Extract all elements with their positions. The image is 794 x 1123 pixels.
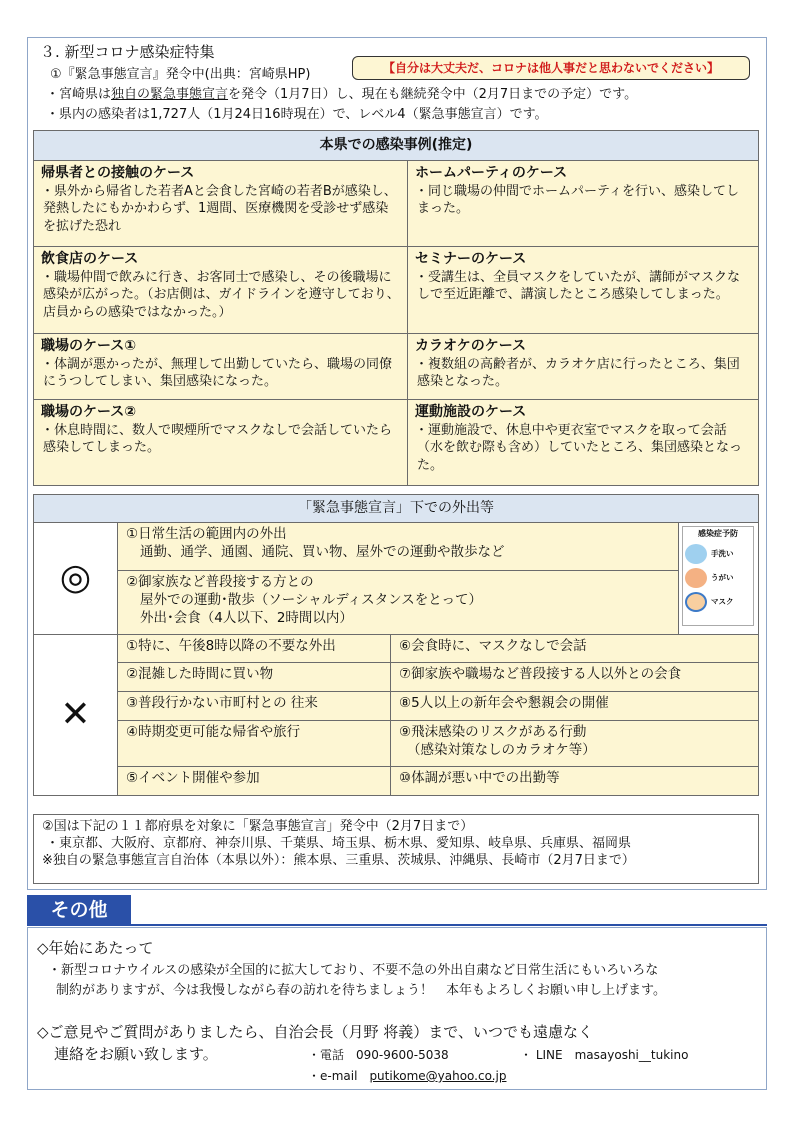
- ng-item: ④時期変更可能な帰省や旅行: [118, 721, 391, 767]
- infection-cases-table: [33, 130, 759, 486]
- case-title: カラオケのケース: [415, 338, 527, 354]
- contact-text-2: 連絡をお願い致します。: [54, 1045, 218, 1063]
- ok-item-1: ①日常生活の範囲内の外出 通勤、通学、通園、通院、買い物、屋外での運動や散歩など: [118, 523, 679, 571]
- ng-mark: ✕: [34, 635, 118, 796]
- ng-item: ⑦御家族や職場など普段接する人以外との会食: [391, 663, 759, 692]
- contact-text-1: ◇ご意見やご質問がありましたら、自治会長（月野 将義）まで、いつでも遠慮なく: [37, 1023, 594, 1041]
- national-declaration-notice: ②国は下記の１１都府県を対象に「緊急事態宣言」発令中（2月7日まで） ・東京都、大阪府、京都府、神奈川県、千葉県、埼玉県、栃木県、愛知県、岐阜県、兵庫県、福岡県 ※独自の緊急事態宣言自治体（本県以外）：熊本県、三重県、茨城県、沖縄県、長崎市（2月7日まで）: [33, 814, 759, 884]
- line-id: ・ LINE masayoshi__tukino: [520, 1048, 689, 1062]
- case-title: ホームパーティのケース: [415, 165, 568, 181]
- newyear-text-2: 制約がありますが、今は我慢しながら春の訪れを待ちましょう！ 本年もよろしくお願い申し上げます。: [56, 983, 666, 998]
- newyear-text-1: ・新型コロナウイルスの感染が全国的に拡大しており、不要不急の外出自粛など日常生活にもいろいろな: [48, 963, 659, 978]
- prevention-illustration: [679, 523, 759, 635]
- case-body: ・休息時間に、数人で喫煙所でマスクなしで会話していたら感染してしまった。: [41, 422, 393, 456]
- own-declaration-text: 独自の緊急事態宣言: [111, 87, 229, 102]
- ok-mark: ◎: [34, 523, 118, 635]
- infection-count-line: ・県内の感染者は1,727人（1月24日16時現在）で、レベル4（緊急事態宣言）です。: [46, 107, 548, 122]
- case-body: ・職場仲間で飲みに行き、お客同士で感染し、その後職場に感染が広がった。（お店側は、ガイドラインを遵守しており、店員からの感染ではなかった。）: [41, 269, 400, 320]
- other-section-badge: その他: [27, 895, 131, 926]
- case-body: ・受講生は、全員マスクをしていたが、講師がマスクなしで至近距離で、講演したところ感染してしまった。: [415, 269, 741, 303]
- handwash-icon: [685, 544, 707, 564]
- case-cell: [408, 161, 759, 247]
- ng-item: ⑥会食時に、マスクなしで会話: [391, 635, 759, 663]
- case-cell: [34, 161, 408, 247]
- ng-item: ③普段行かない市町村との 往来: [118, 692, 391, 721]
- case-body: ・体調が悪かったが、無理して出勤していたら、職場の同僚にうつしてしまい、集団感染になった。: [41, 356, 393, 390]
- ng-item: ⑧5人以上の新年会や懇親会の開催: [391, 692, 759, 721]
- ng-item: ①特に、午後8時以降の不要な外出: [118, 635, 391, 663]
- case-cell: [408, 247, 759, 334]
- ok-item-2: ②御家族など普段接する方との 屋外での運動･散歩（ソーシャルディスタンスをとって） 外出･会食（4人以下、2時間以内）: [118, 571, 679, 635]
- case-cell: [34, 247, 408, 334]
- case-cell: [408, 400, 759, 486]
- case-title: 飲食店のケース: [41, 251, 139, 267]
- case-cell: [408, 334, 759, 400]
- case-cell: [34, 400, 408, 486]
- ng-item: ⑨飛沫感染のリスクがある行動 （感染対策なしのカラオケ等）: [391, 721, 759, 767]
- case-title: 帰県者との接触のケース: [41, 165, 195, 181]
- emergency-header: 「緊急事態宣言」下での外出等: [34, 495, 759, 523]
- case-body: ・運動施設で、休息中や更衣室でマスクを取って会話（水を飲む際も含め）していたところ、集団感染となった。: [415, 422, 743, 473]
- mask-icon: [685, 592, 707, 612]
- phone-number: ・電話 090-9600-5038: [308, 1048, 449, 1062]
- case-body: ・複数組の高齢者が、カラオケ店に行ったところ、集団感染となった。: [415, 356, 740, 390]
- warning-banner: 【自分は大丈夫だ、コロナは他人事だと思わないでください】: [352, 56, 750, 80]
- ng-item: ⑤イベント開催や参加: [118, 767, 391, 796]
- email-line: ・e-mail putikome@yahoo.co.jp: [308, 1069, 507, 1083]
- case-title: 職場のケース①: [41, 338, 137, 354]
- cases-header: 本県での感染事例(推定): [34, 131, 759, 161]
- newyear-title: ◇年始にあたって: [37, 939, 154, 957]
- ng-item: ⑩体調が悪い中での出勤等: [391, 767, 759, 796]
- other-section-rule: [131, 924, 767, 926]
- case-title: 運動施設のケース: [415, 404, 527, 420]
- miyazaki-declaration-line: ・宮崎県は独自の緊急事態宣言を発令（1月7日）し、現在も継続発令中（2月7日までの予定）です。: [46, 87, 638, 102]
- emergency-outing-table: [33, 494, 759, 796]
- case-body: ・県外から帰省した若者Aと会食した宮崎の若者Bが感染し、発熱したにもかかわらず、1週間、医療機関を受診せず感染を拡げた恐れ: [41, 183, 397, 234]
- email-link[interactable]: putikome@yahoo.co.jp: [369, 1069, 507, 1083]
- source-line: ①『緊急事態宣言』発令中(出典：宮崎県HP): [50, 67, 311, 82]
- case-cell: [34, 334, 408, 400]
- gargle-icon: [685, 568, 707, 588]
- prevention-title: 感染症予防: [698, 529, 738, 538]
- prevention-card: 感染症予防 手洗い うがい マスク: [682, 526, 754, 626]
- case-title: セミナーのケース: [415, 251, 527, 267]
- case-title: 職場のケース②: [41, 404, 137, 420]
- ng-item: ②混雑した時間に買い物: [118, 663, 391, 692]
- section-title: ３. 新型コロナ感染症特集: [40, 43, 215, 61]
- case-body: ・同じ職場の仲間でホームパーティを行い、感染してしまった。: [415, 183, 739, 217]
